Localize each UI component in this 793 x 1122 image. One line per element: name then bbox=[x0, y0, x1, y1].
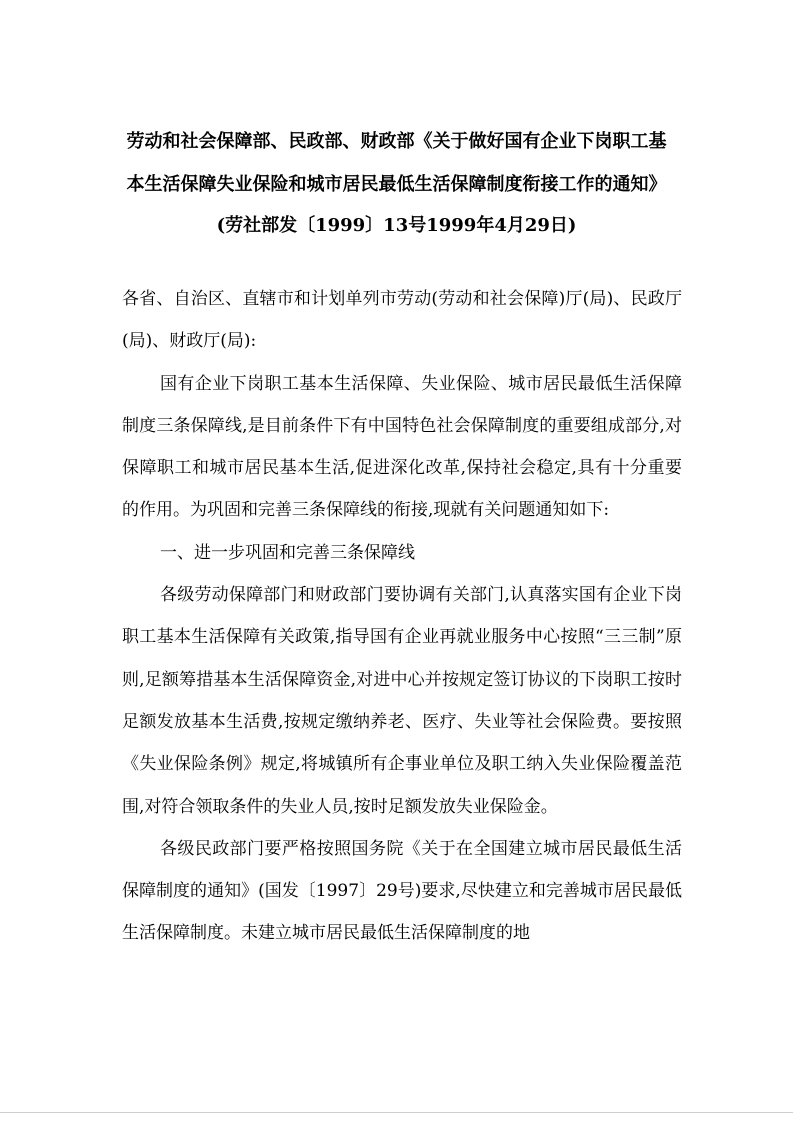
document-reference-line: (劳社部发〔1999〕13号1999年4月29日) bbox=[216, 215, 577, 236]
document-title-line-1: 劳动和社会保障部、民政部、财政部《关于做好国有企业下岗职工基 bbox=[126, 131, 667, 152]
document-title-line-2: 本生活保障失业保险和城市居民最低生活保障制度衔接工作的通知》 bbox=[126, 174, 667, 195]
section-heading-1: 一、进一步巩固和完善三条保障线 bbox=[160, 542, 415, 563]
paragraph-intro: 国有企业下岗职工基本生活保障、失业保险、城市居民最低生活保障制度三条保障线,是目前条件下有中国特色社会保障制度的重要组成部分,对保障职工和城市居民基本生活,促进深化改革,保持社会稳定,具有十分重要的作用。为巩固和完善三条保障线的衔接,现就有关问题通知如下: bbox=[122, 373, 682, 521]
page-bottom-rule bbox=[0, 1112, 793, 1113]
paragraph-labor-finance: 各级劳动保障部门和财政部门要协调有关部门,认真落实国有企业下岗职工基本生活保障有关政策,指导国有企业再就业服务中心按照“三三制”原则,足额筹措基本生活保障资金,对进中心并按规定签订协议的下岗职工按时足额发放基本生活费,按规定缴纳养老、医疗、失业等社会保险费。要按照《失业保险条例》规定,将城镇所有企事业单位及职工纳入失业保险覆盖范围,对符合领取条件的失业人员,按时足额发放失业保险金。 bbox=[122, 585, 682, 817]
paragraph-civil-affairs: 各级民政部门要严格按照国务院《关于在全国建立城市居民最低生活保障制度的通知》(国发〔1997〕29号)要求,尽快建立和完善城市居民最低生活保障制度。未建立城市居民最低生活保障制度的地 bbox=[122, 838, 682, 944]
salutation: 各省、自治区、直辖市和计划单列市劳动(劳动和社会保障)厅(局)、民政厅(局)、财政厅(局): bbox=[122, 289, 682, 352]
document-body bbox=[122, 278, 682, 955]
